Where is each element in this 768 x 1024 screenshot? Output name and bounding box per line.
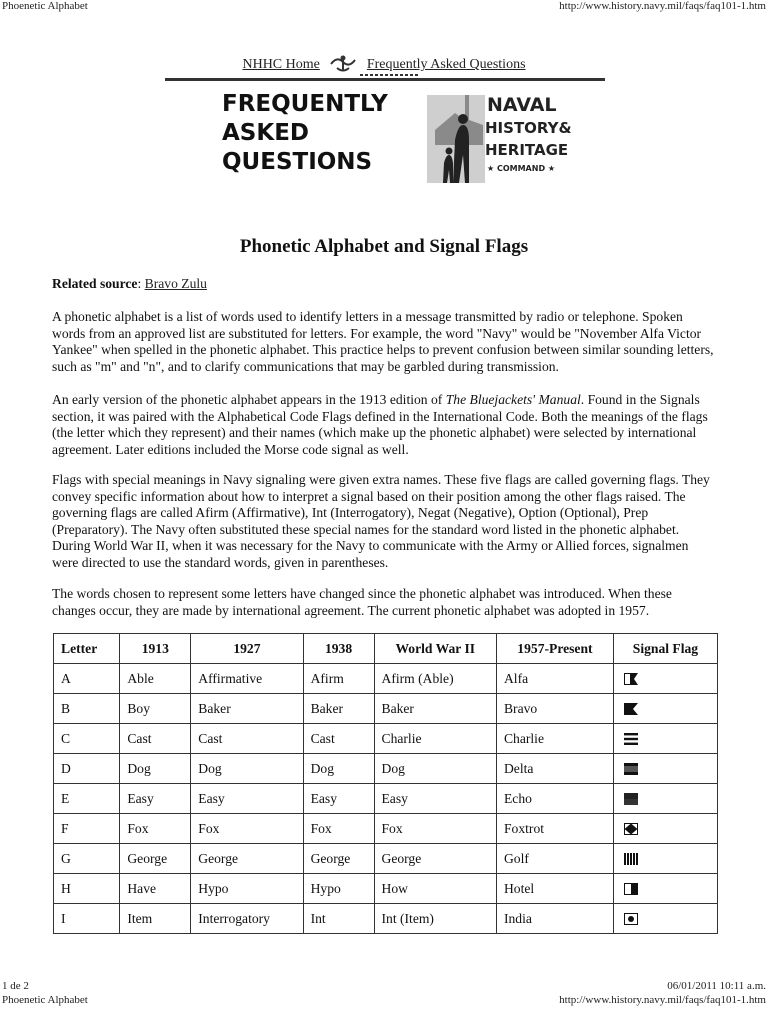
table-cell: C — [54, 724, 120, 754]
table-cell: Fox — [303, 814, 374, 844]
table-cell: Int — [303, 904, 374, 934]
table-cell: Charlie — [374, 724, 496, 754]
flag-delta-icon — [624, 763, 638, 775]
column-header: 1938 — [303, 634, 374, 664]
flag-india-icon — [624, 913, 638, 925]
banner-line: QUESTIONS — [222, 149, 373, 175]
column-header: 1957-Present — [496, 634, 613, 664]
table-cell: H — [54, 874, 120, 904]
phonetic-alphabet-table — [53, 633, 718, 934]
page-indicator: 1 de 2 — [2, 980, 29, 992]
table-cell: Int (Item) — [374, 904, 496, 934]
nhhc-logo — [425, 85, 572, 185]
table-cell: Hypo — [191, 874, 303, 904]
table-cell: F — [54, 814, 120, 844]
nav-rule — [165, 78, 605, 81]
signal-flag-cell — [613, 874, 717, 904]
table-cell: Golf — [496, 844, 613, 874]
table-cell: Cast — [303, 724, 374, 754]
table-cell: Bravo — [496, 694, 613, 724]
paragraph-text: The words chosen to represent some letters have changed since the phonetic alphabet was introduced. When these changes occur, they are made by international agreement. The current phonetic alphabet was adopted in 1957. — [52, 586, 672, 618]
nav-rule-dots — [360, 74, 420, 76]
table-cell: Baker — [374, 694, 496, 724]
column-header: 1913 — [120, 634, 191, 664]
table-cell: Hotel — [496, 874, 613, 904]
table-row — [54, 904, 718, 934]
flag-alfa-icon — [624, 673, 638, 685]
related-source — [52, 276, 716, 293]
page-title-header: Phoenetic Alphabet — [2, 994, 88, 1006]
table-row — [54, 664, 718, 694]
banner-line: FREQUENTLY — [222, 91, 388, 117]
table-cell: Have — [120, 874, 191, 904]
table-cell: Item — [120, 904, 191, 934]
table-cell: Charlie — [496, 724, 613, 754]
flag-foxtrot-icon — [624, 823, 638, 835]
paragraph — [52, 472, 716, 571]
table-cell: E — [54, 784, 120, 814]
table-cell: Fox — [374, 814, 496, 844]
book-title: The Bluejackets' Manual — [445, 392, 581, 407]
table-cell: Easy — [374, 784, 496, 814]
table-cell: A — [54, 664, 120, 694]
table-cell: Alfa — [496, 664, 613, 694]
column-header: World War II — [374, 634, 496, 664]
table-row — [54, 874, 718, 904]
logo-text: HISTORY& — [485, 119, 572, 137]
table-cell: How — [374, 874, 496, 904]
table-cell: Easy — [191, 784, 303, 814]
table-cell: I — [54, 904, 120, 934]
signal-flag-cell — [613, 784, 717, 814]
flag-bravo-icon — [624, 703, 638, 715]
column-header: Letter — [54, 634, 120, 664]
signal-flag-cell — [613, 904, 717, 934]
table-cell: Easy — [303, 784, 374, 814]
signal-flag-cell — [613, 844, 717, 874]
table-cell: Affirmative — [191, 664, 303, 694]
signal-flag-cell — [613, 694, 717, 724]
table-cell: Afirm (Able) — [374, 664, 496, 694]
logo-text: NAVAL — [487, 94, 557, 116]
table-cell: Dog — [191, 754, 303, 784]
paragraph-text: . Found in the Signals section, it was paired with the Alphabetical Code Flags defined in the International Code. Both the meanings of the flags (the letter which they represent) and their names (which make up the phonetic alphabet) were selected by international agreement. Later editions included the Morse code signal as well. — [52, 392, 708, 457]
table-cell: India — [496, 904, 613, 934]
logo-text: ★ COMMAND ★ — [487, 164, 556, 173]
flag-charlie-icon — [624, 733, 638, 745]
table-cell: Fox — [191, 814, 303, 844]
table-cell: Cast — [191, 724, 303, 754]
table-cell: Easy — [120, 784, 191, 814]
paragraph-text: Flags with special meanings in Navy signaling were given extra names. These five flags are called governing flags. They convey specific information about how to interpret a signal based on their position among the other flags raised. The governing flags are called Afirm (Affirmative), Int (Interrogatory), Negat (Negative), Option (Optional), Prep (Preparatory). The Navy often substituted these special names for the standard word listed in the phonetic alphabet. During World War II, when it was necessary for the Navy to communicate with the Army or Allied forces, signalmen were directed to use the standard words, given in parentheses. — [52, 472, 710, 570]
nhhc-home-link[interactable]: NHHC Home — [242, 57, 320, 72]
paragraph-text: An early version of the phonetic alphabet appears in the 1913 edition of — [52, 392, 446, 407]
table-header-row — [54, 634, 718, 664]
table-cell: George — [120, 844, 191, 874]
paragraph-text: A phonetic alphabet is a list of words used to identify letters in a message transmitted by radio or telephone. Spoken words from an approved list are substituted for letters. For example, the word "Navy" would be "November Alfa Victor Yankee" when spelled in the phonetic alphabet. This practice helps to prevent confusion between similar sounding letters, such as "m" and "n", and to clarify communications that may be garbled during transmission. — [52, 309, 714, 374]
paragraph — [52, 309, 716, 375]
table-row — [54, 784, 718, 814]
table-cell: Delta — [496, 754, 613, 784]
page-title-header: Phoenetic Alphabet — [2, 0, 88, 12]
table-cell: Echo — [496, 784, 613, 814]
table-row — [54, 694, 718, 724]
table-row — [54, 814, 718, 844]
table-row — [54, 724, 718, 754]
table-cell: Baker — [303, 694, 374, 724]
table-row — [54, 754, 718, 784]
table-row — [54, 844, 718, 874]
related-separator: : — [137, 276, 145, 291]
page-url-header: http://www.history.navy.mil/faqs/faq101-1.htm — [559, 0, 766, 12]
bravo-zulu-link[interactable]: Bravo Zulu — [144, 276, 207, 291]
flag-golf-icon — [624, 853, 638, 865]
page-url-header: http://www.history.navy.mil/faqs/faq101-1.htm — [559, 994, 766, 1006]
logo-text: HERITAGE — [485, 141, 569, 159]
table-cell: Interrogatory — [191, 904, 303, 934]
table-cell: Dog — [303, 754, 374, 784]
signal-flag-cell — [613, 664, 717, 694]
table-cell: Dog — [374, 754, 496, 784]
table-cell: George — [303, 844, 374, 874]
table-cell: Foxtrot — [496, 814, 613, 844]
table-cell: Boy — [120, 694, 191, 724]
anchor-icon — [327, 52, 359, 74]
table-cell: Hypo — [303, 874, 374, 904]
table-cell: Baker — [191, 694, 303, 724]
table-cell: Dog — [120, 754, 191, 784]
related-label: Related source — [52, 276, 138, 291]
nav-bar — [0, 52, 768, 74]
paragraph — [52, 392, 716, 458]
signal-flag-cell — [613, 724, 717, 754]
column-header: 1927 — [191, 634, 303, 664]
print-datetime: 06/01/2011 10:11 a.m. — [667, 980, 766, 992]
paragraph — [52, 586, 716, 619]
flag-echo-icon — [624, 793, 638, 805]
table-cell: Able — [120, 664, 191, 694]
page-title: Phonetic Alphabet and Signal Flags — [239, 236, 529, 257]
faq-banner — [222, 90, 388, 177]
table-cell: George — [191, 844, 303, 874]
faq-link[interactable]: Frequently Asked Questions — [366, 57, 526, 72]
signal-flag-cell — [613, 814, 717, 844]
table-cell: G — [54, 844, 120, 874]
signal-flag-cell — [613, 754, 717, 784]
banner-line: ASKED — [222, 120, 309, 146]
table-cell: D — [54, 754, 120, 784]
paragraph-text — [52, 392, 716, 458]
table-cell: Fox — [120, 814, 191, 844]
table-cell: B — [54, 694, 120, 724]
table-cell: Afirm — [303, 664, 374, 694]
table-cell: Cast — [120, 724, 191, 754]
flag-hotel-icon — [624, 883, 638, 895]
table-cell: George — [374, 844, 496, 874]
column-header: Signal Flag — [613, 634, 717, 664]
